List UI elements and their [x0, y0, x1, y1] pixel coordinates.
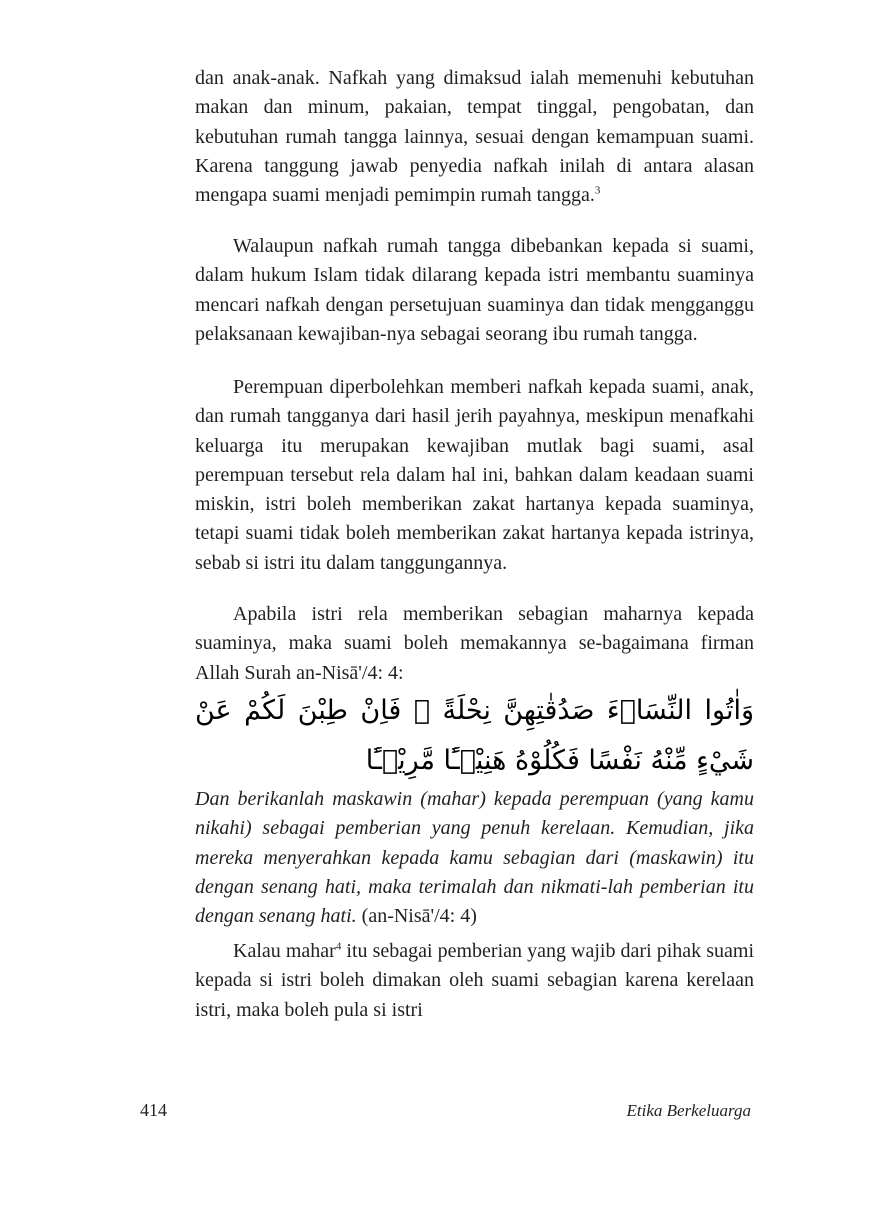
paragraph-1-text: dan anak-anak. Nafkah yang dimaksud ialah memenuhi kebutuhan makan dan minum, pakaian, tempat tinggal, pengobatan, dan kebutuhan rumah tangga lainnya, sesuai dengan kemampuan suami. Karena tanggung jawab penyedia nafkah inilah di antara alasan mengapa suami menjadi pemimpin rumah tangga.	[195, 67, 754, 207]
paragraph-3: Perempuan diperbolehkan memberi nafkah kepada suami, anak, dan rumah tangganya dari hasil jerih payahnya, meskipun menafkahi keluarga itu merupakan kewajiban mutlak bagi suami, asal perempuan tersebut rela dalam hal ini, bahkan dalam keadaan suami miskin, istri boleh memberikan zakat hartanya kepada suaminya, tetapi suami tidak boleh memberikan zakat hartanya kepada istrinya, sebab si istri itu dalam tanggungannya.	[195, 376, 754, 574]
paragraph-1	[195, 64, 754, 210]
footnote-ref-3[interactable]: 3	[594, 184, 601, 197]
verse-translation	[195, 785, 754, 931]
paragraph-2: Walaupun nafkah rumah tangga dibebankan kepada si suami, dalam hukum Islam tidak dilarang kepada istri membantu suaminya mencari nafkah dengan persetujuan suaminya dan tidak mengganggu pelaksanaan kewajiban-nya sebagai seorang ibu rumah tangga.	[195, 235, 754, 345]
paragraph-4: Apabila istri rela memberikan sebagian maharnya kepada suaminya, maka suami boleh memakannya se-bagaimana firman Allah Surah an-Nisā'/4: 4:	[195, 603, 754, 684]
paragraph-5-rest: itu sebagai pemberian yang wajib dari pihak suami kepada si istri boleh dimakan oleh suami sebagian karena kerelaan istri, maka boleh pula si istri	[195, 940, 754, 1021]
verse-reference: (an-Nisā'/4: 4)	[361, 905, 477, 928]
paragraph-5-start: Kalau mahar	[233, 940, 336, 962]
verse-translation-text: Dan berikanlah maskawin (mahar) kepada perempuan (yang kamu nikahi) sebagai pemberian yang penuh kerelaan. Kemudian, jika mereka menyerahkan kepada kamu sebagian dari (maskawin) itu dengan senang hati, maka terimalah dan nikmati-lah pemberian itu dengan senang hati.	[195, 788, 754, 928]
page-number: 414	[140, 1100, 167, 1120]
quran-verse-arabic: وَاٰتُوا النِّسَاۤءَ صَدُقٰتِهِنَّ نِحْلَةً ۗ فَاِنْ طِبْنَ لَكُمْ عَنْ شَيْءٍ مِّنْهُ نَفْسًا فَكُلُوْهُ هَنِيْۤـًٔا مَّرِيْۤـًٔا	[195, 695, 754, 776]
footnote-ref-4[interactable]: 4	[335, 940, 342, 953]
running-footer-title: Etika Berkeluarga	[626, 1101, 751, 1120]
paragraph-5	[195, 937, 754, 1025]
